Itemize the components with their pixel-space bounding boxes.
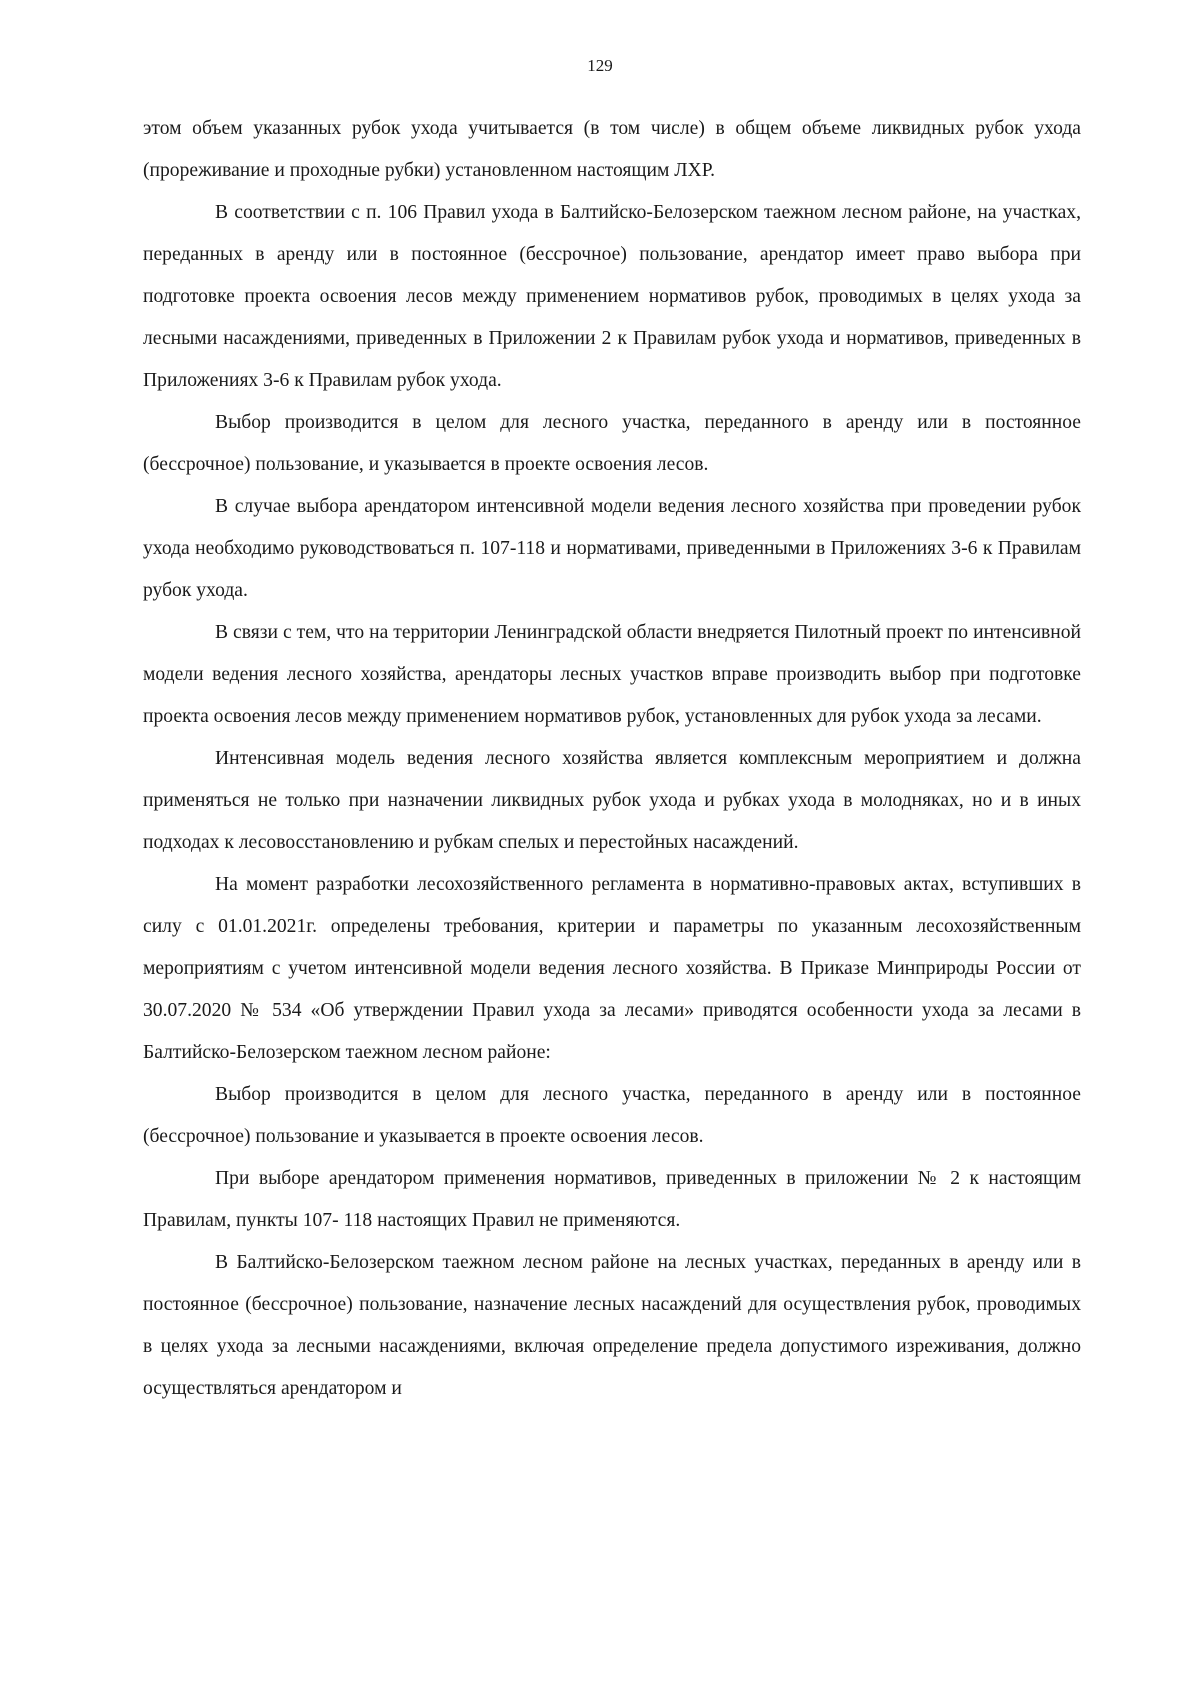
paragraph-1: этом объем указанных рубок ухода учитывается (в том числе) в общем объеме ликвидных рубок ухода (прореживание и проходные рубки) установленном настоящим ЛХР. xyxy=(143,118,1081,181)
page-number: 129 xyxy=(587,56,613,75)
paragraph-4: В случае выбора арендатором интенсивной модели ведения лесного хозяйства при проведении рубок ухода необходимо руководствоваться п. 107-118 и нормативами, приведенными в Приложениях 3-6 к Правилам рубок ухода. xyxy=(143,496,1081,601)
paragraph-7: На момент разработки лесохозяйственного регламента в нормативно-правовых актах, вступивших в силу с 01.01.2021г. определены требования, критерии и параметры по указанным лесохозяйственным мероприятиям с учетом интенсивной модели ведения лесного хозяйства. В Приказе Минприроды России от 30.07.2020 № 534 «Об утверждении Правил ухода за лесами» приводятся особенности ухода за лесами в Балтийско-Белозерском таежном лесном районе: xyxy=(143,874,1081,1063)
paragraph-2: В соответствии с п. 106 Правил ухода в Балтийско-Белозерском таежном лесном районе, на участках, переданных в аренду или в постоянное (бессрочное) пользование, арендатор имеет право выбора при подготовке проекта освоения лесов между применением нормативов рубок, проводимых в целях ухода за лесными насаждениями, приведенных в Приложении 2 к Правилам рубок ухода и нормативов, приведенных в Приложениях 3-6 к Правилам рубок ухода. xyxy=(143,202,1081,391)
paragraph-8: Выбор производится в целом для лесного участка, переданного в аренду или в постоянное (бессрочное) пользование и указывается в проекте освоения лесов. xyxy=(143,1084,1081,1147)
paragraph-6: Интенсивная модель ведения лесного хозяйства является комплексным мероприятием и должна применяться не только при назначении ликвидных рубок ухода и рубках ухода в молодняках, но и в иных подходах к лесовосстановлению и рубкам спелых и перестойных насаждений. xyxy=(143,748,1081,853)
paragraph-3: Выбор производится в целом для лесного участка, переданного в аренду или в постоянное (бессрочное) пользование, и указывается в проекте освоения лесов. xyxy=(143,412,1081,475)
paragraph-10: В Балтийско-Белозерском таежном лесном районе на лесных участках, переданных в аренду или в постоянное (бессрочное) пользование, назначение лесных насаждений для осуществления рубок, проводимых в целях ухода за лесными насаждениями, включая определение предела допустимого изреживания, должно осуществляться арендатором и xyxy=(143,1252,1081,1399)
paragraph-9: При выборе арендатором применения нормативов, приведенных в приложении № 2 к настоящим Правилам, пункты 107- 118 настоящих Правил не применяются. xyxy=(143,1168,1081,1231)
paragraph-5: В связи с тем, что на территории Ленинградской области внедряется Пилотный проект по интенсивной модели ведения лесного хозяйства, арендаторы лесных участков вправе производить выбор при подготовке проекта освоения лесов между применением нормативов рубок, установленных для рубок ухода за лесами. xyxy=(143,622,1081,727)
document-body xyxy=(143,108,1081,1410)
